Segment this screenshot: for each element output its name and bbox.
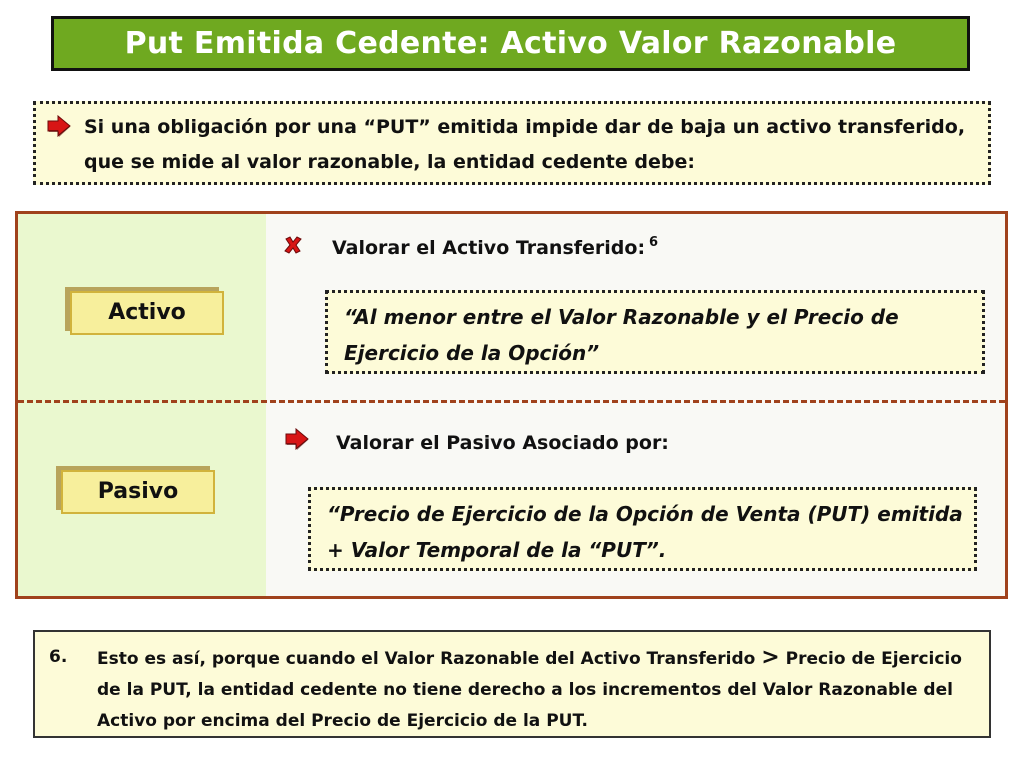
pasivo-label: Pasivo	[61, 470, 215, 514]
footnote-box	[33, 630, 991, 738]
pasivo-heading: Valorar el Pasivo Asociado por:	[336, 432, 669, 454]
activo-heading-text: Valorar el Activo Transferido:	[332, 237, 646, 259]
red-arrow-icon	[46, 114, 72, 149]
section-divider	[18, 400, 1005, 403]
page-title: Put Emitida Cedente: Activo Valor Razonable	[51, 16, 970, 71]
intro-text: Si una obligación por una “PUT” emitida impide dar de baja un activo transferido, que se mide al valor razonable, la entidad cedente debe:	[84, 116, 966, 173]
pasivo-quote: “Precio de Ejercicio de la Opción de Venta (PUT) emitida + Valor Temporal de la “PUT”.	[308, 487, 977, 571]
left-column	[18, 214, 266, 596]
footnote-text-after: Precio de Ejercicio de la PUT, la entidad cedente no tiene derecho a los incrementos del Valor Razonable del Activo por encima del Precio de Ejercicio de la PUT.	[97, 649, 962, 731]
red-x-icon	[284, 236, 302, 258]
main-panel	[15, 211, 1008, 599]
activo-quote: “Al menor entre el Valor Razonable y el Precio de Ejercicio de la Opción”	[325, 290, 985, 374]
footnote-ref: 6	[649, 235, 659, 250]
activo-label: Activo	[70, 291, 224, 335]
intro-box	[33, 101, 991, 185]
footnote-number: 6.	[49, 647, 68, 667]
activo-heading	[332, 235, 658, 259]
footnote-text-before: Esto es así, porque cuando el Valor Razonable del Activo Transferido	[97, 649, 756, 669]
red-arrow-icon	[284, 428, 310, 454]
footnote-text	[97, 642, 977, 737]
greater-than-symbol: >	[761, 645, 780, 670]
